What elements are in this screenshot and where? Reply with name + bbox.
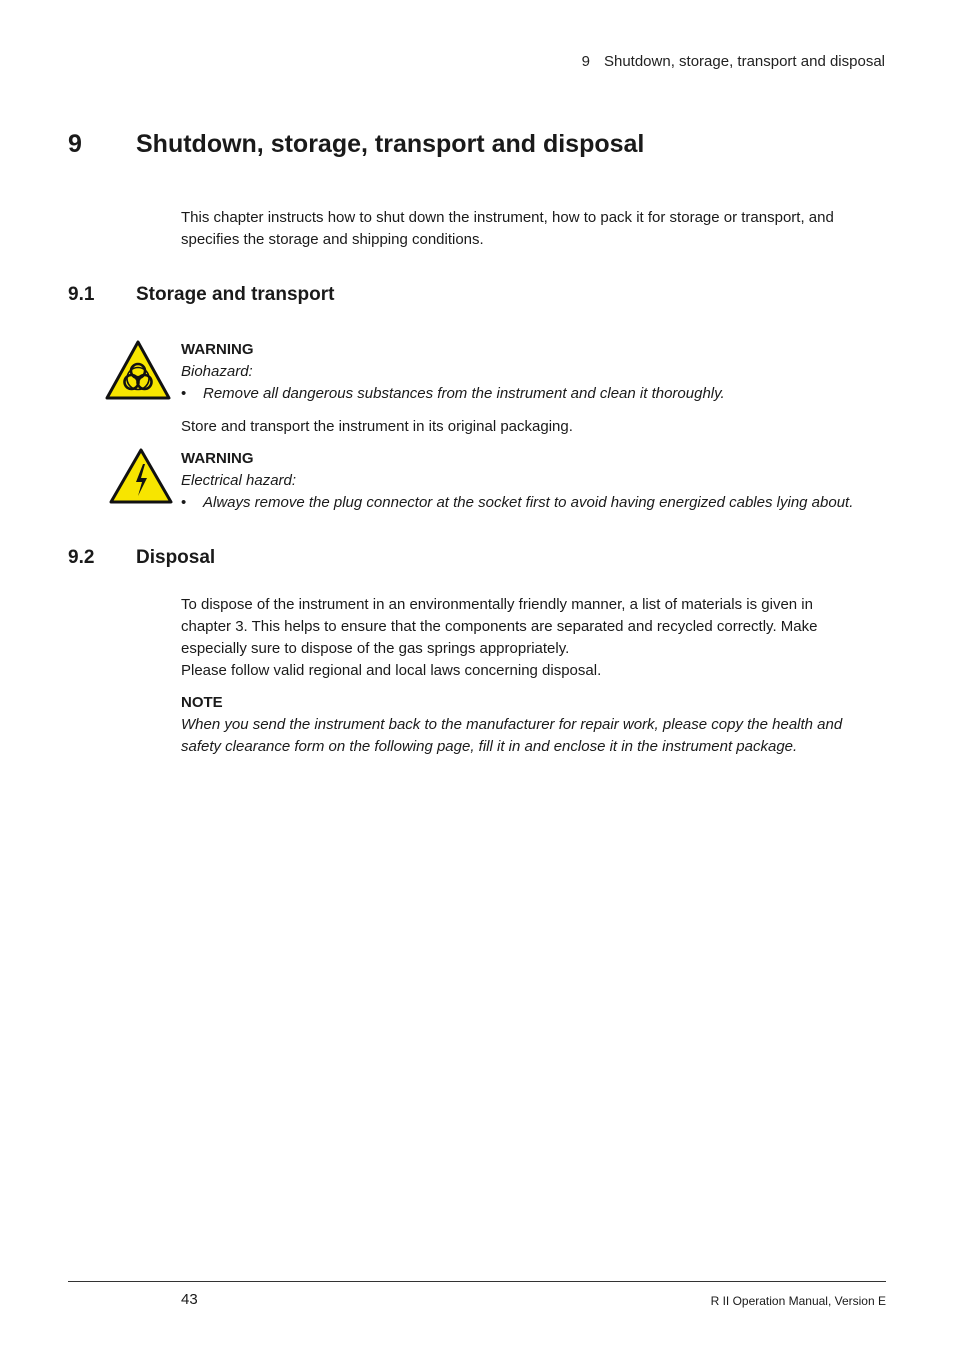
- disposal-line: chapter 3. This helps to ensure that the components are separated and recycled correctly. Make: [181, 618, 818, 635]
- electrical-hazard-icon: [109, 448, 173, 504]
- biohazard-warning-icon: [105, 340, 171, 400]
- warning-electrical: [181, 448, 891, 514]
- warning-bullet: • Always remove the plug connector at the socket first to avoid having energized cables lying about.: [181, 494, 854, 511]
- running-head-title: Shutdown, storage, transport and disposal: [603, 53, 885, 70]
- note-block: [181, 692, 891, 758]
- warning-bullet: • Remove all dangerous substances from the instrument and clean it thoroughly.: [181, 385, 725, 402]
- intro-line: This chapter instructs how to shut down the instrument, how to pack it for storage or transport, and: [181, 209, 834, 226]
- document-name: R II Operation Manual, Version E: [710, 1294, 886, 1308]
- storage-text: Store and transport the instrument in its original packaging.: [181, 418, 573, 435]
- storage-instruction: [181, 416, 891, 438]
- section-number: 9.2: [68, 547, 95, 568]
- disposal-line: especially sure to dispose of the gas springs appropriately.: [181, 640, 570, 657]
- disposal-paragraph: [181, 594, 891, 682]
- section-number: 9.1: [68, 284, 95, 305]
- disposal-line: To dispose of the instrument in an environmentally friendly manner, a list of materials is given in: [181, 596, 813, 613]
- section-heading: Storage and transport: [136, 284, 335, 305]
- intro-line: specifies the storage and shipping conditions.: [181, 231, 484, 248]
- hazard-type: Biohazard:: [181, 363, 253, 380]
- chapter-heading: Shutdown, storage, transport and disposal: [136, 130, 645, 158]
- warning-bullet-text: Remove all dangerous substances from the instrument and clean it thoroughly.: [203, 385, 725, 402]
- section-heading: Disposal: [136, 547, 216, 568]
- page-number: 43: [181, 1291, 198, 1308]
- warning-bullet-text: Always remove the plug connector at the socket first to avoid having energized cables lying about.: [203, 494, 854, 511]
- chapter-number: 9: [68, 130, 82, 158]
- warning-biohazard: [181, 339, 891, 405]
- hazard-type: Electrical hazard:: [181, 472, 297, 489]
- footer-rule: [68, 1281, 886, 1282]
- chapter-intro: [181, 207, 891, 251]
- note-line: When you send the instrument back to the manufacturer for repair work, please copy the health and: [181, 716, 843, 733]
- note-line: safety clearance form on the following page, fill it in and enclose it in the instrument package.: [181, 738, 798, 755]
- running-head-number: 9: [581, 53, 590, 70]
- disposal-line: Please follow valid regional and local laws concerning disposal.: [181, 662, 602, 679]
- warning-label: WARNING: [181, 341, 254, 358]
- running-head: [582, 53, 885, 70]
- note-label: NOTE: [181, 694, 223, 711]
- warning-label: WARNING: [181, 450, 254, 467]
